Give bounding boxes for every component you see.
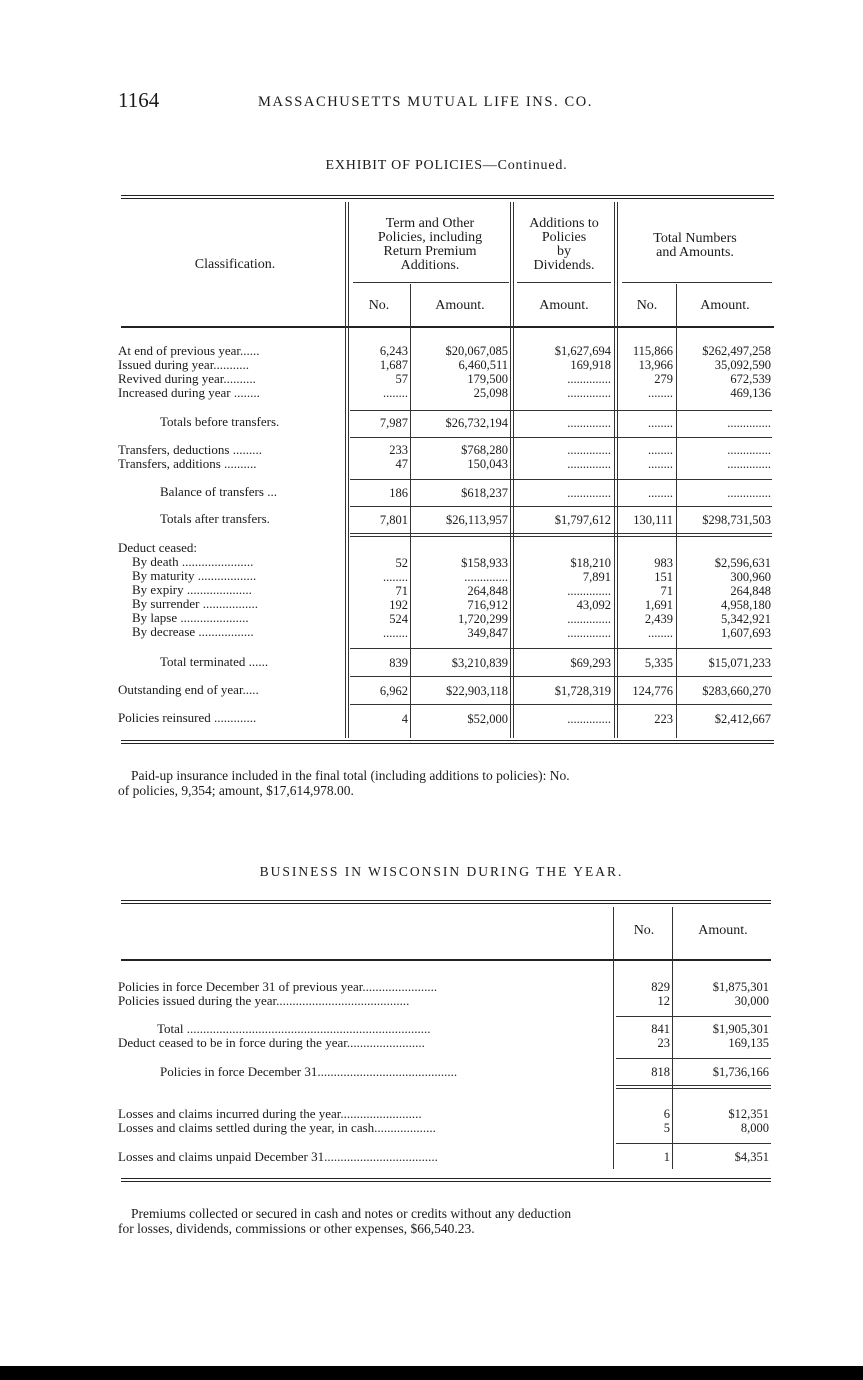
cell-term-amount: $618,237 xyxy=(461,486,508,500)
subtotal-rule xyxy=(350,410,772,411)
cell-amount: $12,351 xyxy=(728,1107,769,1121)
cell-additions-amount: .............. xyxy=(567,612,611,626)
cell-term-amount: 150,043 xyxy=(467,457,508,471)
cell-additions-amount: $1,627,694 xyxy=(554,344,611,358)
header-total xyxy=(618,232,772,260)
cell-term-no: 839 xyxy=(389,656,408,670)
cell-total-amount: 469,136 xyxy=(730,386,771,400)
exhibit-title: EXHIBIT OF POLICIES—Continued. xyxy=(325,158,568,173)
cell-term-amount: 349,847 xyxy=(467,626,508,640)
header-term-line-2: Policies, including xyxy=(377,230,483,245)
header-total-line-1: Total Numbers xyxy=(653,231,737,246)
cell-additions-amount: .............. xyxy=(567,712,611,726)
cell-no: 841 xyxy=(651,1022,670,1036)
row-label: Total terminated ...... xyxy=(160,655,269,669)
premiums-note xyxy=(118,1206,776,1236)
subtotal-rule xyxy=(350,533,772,534)
row-label: Losses and claims incurred during the year......................... xyxy=(118,1107,422,1121)
cell-term-no: 192 xyxy=(389,598,408,612)
subtotal-rule xyxy=(350,648,772,649)
cell-term-amount: 6,460,511 xyxy=(458,358,508,372)
row-label: Deduct ceased to be in force during the year........................ xyxy=(118,1036,425,1050)
cell-total-no: 279 xyxy=(654,372,673,386)
header-term-no: No. xyxy=(368,298,390,313)
scan-edge-bar xyxy=(0,1366,863,1380)
table-top-rule xyxy=(121,195,774,196)
subtotal-rule xyxy=(616,1088,771,1089)
cell-total-no: ........ xyxy=(648,626,673,640)
subtotal-rule xyxy=(350,506,772,507)
subtotal-rule xyxy=(350,704,772,705)
running-head: MASSACHUSETTS MUTUAL LIFE INS. CO. xyxy=(258,94,594,110)
table-bottom-rule xyxy=(121,740,774,741)
cell-total-no: 223 xyxy=(654,712,673,726)
paid-up-note-line-1: Paid-up insurance included in the final total (including additions to policies): No. xyxy=(131,768,570,783)
wisconsin-top-rule xyxy=(121,900,771,901)
cell-term-amount: $52,000 xyxy=(467,712,508,726)
header-additions-line-1: Additions to xyxy=(529,216,599,231)
header-additions-line-4: Dividends. xyxy=(533,258,595,273)
cell-total-amount: 4,958,180 xyxy=(721,598,771,612)
cell-additions-amount: .............. xyxy=(567,457,611,471)
cell-no: 829 xyxy=(651,980,670,994)
cell-total-no: 1,691 xyxy=(644,598,673,612)
cell-total-no: 151 xyxy=(654,570,673,584)
cell-total-no: ........ xyxy=(648,457,673,471)
cell-amount: 8,000 xyxy=(740,1121,769,1135)
subtotal-rule xyxy=(616,1058,771,1059)
cell-no: 6 xyxy=(663,1107,670,1121)
premiums-note-line-2: for losses, dividends, commissions or other expenses, $66,540.23. xyxy=(118,1221,475,1236)
row-label: Outstanding end of year..... xyxy=(118,683,259,697)
cell-total-no: ........ xyxy=(648,386,673,400)
row-label: By decrease ................. xyxy=(132,625,254,639)
cell-no: 1 xyxy=(663,1150,670,1164)
additions-group-rule xyxy=(517,282,611,283)
header-additions xyxy=(513,217,615,273)
cell-additions-amount: .............. xyxy=(567,584,611,598)
cell-term-no: ........ xyxy=(383,386,408,400)
cell-term-no: 6,962 xyxy=(379,684,408,698)
cell-total-amount: .............. xyxy=(727,416,771,430)
cell-total-amount: $2,596,631 xyxy=(714,556,771,570)
cell-additions-amount: 169,918 xyxy=(570,358,611,372)
cell-additions-amount: $1,797,612 xyxy=(554,513,611,527)
header-total-amount: Amount. xyxy=(700,298,750,313)
row-label: Revived during year.......... xyxy=(118,372,256,386)
cell-total-amount: 672,539 xyxy=(730,372,771,386)
cell-term-amount: 25,098 xyxy=(473,386,508,400)
row-label: By death ...................... xyxy=(132,555,254,569)
row-label: Totals before transfers. xyxy=(160,415,280,429)
column-rule xyxy=(513,202,514,738)
header-total-line-2: and Amounts. xyxy=(656,245,734,260)
cell-total-amount: $262,497,258 xyxy=(702,344,771,358)
cell-total-no: 983 xyxy=(654,556,673,570)
cell-total-amount: 300,960 xyxy=(730,570,771,584)
cell-total-no: 124,776 xyxy=(632,684,673,698)
header-term-policies xyxy=(349,217,511,273)
cell-term-no: 57 xyxy=(395,372,408,386)
cell-total-amount: 264,848 xyxy=(730,584,771,598)
cell-no: 5 xyxy=(663,1121,670,1135)
cell-total-amount: .............. xyxy=(727,443,771,457)
column-rule xyxy=(410,284,411,738)
cell-total-amount: $15,071,233 xyxy=(708,656,771,670)
cell-term-no: 524 xyxy=(389,612,408,626)
cell-total-no: ........ xyxy=(648,486,673,500)
cell-total-amount: $298,731,503 xyxy=(702,513,771,527)
premiums-note-line-1: Premiums collected or secured in cash and notes or credits without any deduction xyxy=(131,1206,572,1221)
cell-total-amount: $283,660,270 xyxy=(702,684,771,698)
row-label: Transfers, deductions ......... xyxy=(118,443,262,457)
column-rule xyxy=(614,202,615,738)
row-label: Transfers, additions .......... xyxy=(118,457,257,471)
cell-additions-amount: .............. xyxy=(567,443,611,457)
cell-term-no: 233 xyxy=(389,443,408,457)
cell-amount: $1,736,166 xyxy=(712,1065,769,1079)
cell-term-amount: $26,113,957 xyxy=(445,513,508,527)
cell-amount: $4,351 xyxy=(734,1150,769,1164)
cell-term-amount: $3,210,839 xyxy=(451,656,508,670)
wisconsin-bottom-rule xyxy=(121,1178,771,1179)
page-number: 1164 xyxy=(118,88,160,112)
cell-no: 818 xyxy=(651,1065,670,1079)
row-label: By maturity .................. xyxy=(132,569,257,583)
cell-term-no: 7,801 xyxy=(379,513,408,527)
row-label: Balance of transfers ... xyxy=(160,485,277,499)
subtotal-rule xyxy=(616,1016,771,1017)
row-label: Losses and claims unpaid December 31................................... xyxy=(118,1150,438,1164)
cell-no: 23 xyxy=(657,1036,670,1050)
header-additions-line-2: Policies xyxy=(541,230,587,245)
term-group-rule xyxy=(353,282,509,283)
cell-term-no: 47 xyxy=(395,457,408,471)
cell-term-amount: $22,903,118 xyxy=(445,684,508,698)
cell-total-amount: $2,412,667 xyxy=(714,712,771,726)
cell-total-amount: 5,342,921 xyxy=(721,612,771,626)
cell-additions-amount: .............. xyxy=(567,416,611,430)
cell-term-amount: $158,933 xyxy=(461,556,508,570)
header-total-no: No. xyxy=(636,298,658,313)
cell-total-no: 13,966 xyxy=(638,358,673,372)
cell-additions-amount: .............. xyxy=(567,372,611,386)
subtotal-rule xyxy=(616,1143,771,1144)
cell-additions-amount: $18,210 xyxy=(570,556,611,570)
header-classification: Classification. xyxy=(194,257,276,272)
cell-additions-amount: .............. xyxy=(567,486,611,500)
row-label: By lapse ..................... xyxy=(132,611,249,625)
row-label: Policies in force December 31 of previous year....................... xyxy=(118,980,438,994)
wisconsin-title: BUSINESS IN WISCONSIN DURING THE YEAR. xyxy=(259,864,624,879)
row-label: At end of previous year...... xyxy=(118,344,260,358)
cell-term-no: ........ xyxy=(383,626,408,640)
cell-term-amount: $26,732,194 xyxy=(445,416,508,430)
header-additions-line-3: by xyxy=(557,244,571,259)
paid-up-note-line-2: of policies, 9,354; amount, $17,614,978.00. xyxy=(118,783,354,798)
cell-term-no: 7,987 xyxy=(379,416,408,430)
cell-term-no: ........ xyxy=(383,570,408,584)
cell-amount: $1,875,301 xyxy=(712,980,769,994)
cell-total-no: 5,335 xyxy=(644,656,673,670)
header-term-line-1: Term and Other xyxy=(385,216,475,231)
row-label: By surrender ................. xyxy=(132,597,259,611)
header-term-line-4: Additions. xyxy=(400,258,460,273)
cell-term-amount: 1,720,299 xyxy=(458,612,508,626)
cell-term-amount: 716,912 xyxy=(467,598,508,612)
column-rule xyxy=(617,202,618,738)
row-label: By expiry .................... xyxy=(132,583,252,597)
cell-term-no: 1,687 xyxy=(379,358,408,372)
column-rule xyxy=(348,202,349,738)
cell-total-no: 2,439 xyxy=(644,612,673,626)
cell-term-no: 6,243 xyxy=(379,344,408,358)
subtotal-rule xyxy=(350,676,772,677)
column-rule xyxy=(672,907,673,1169)
wisconsin-header-no: No. xyxy=(633,923,655,938)
cell-total-no: ........ xyxy=(648,443,673,457)
cell-amount: $1,905,301 xyxy=(712,1022,769,1036)
column-rule xyxy=(510,202,511,738)
subtotal-rule xyxy=(350,479,772,480)
row-label: Total ........................................................................... xyxy=(157,1022,431,1036)
cell-amount: 169,135 xyxy=(728,1036,769,1050)
cell-additions-amount: .............. xyxy=(567,386,611,400)
row-label: Issued during year........... xyxy=(118,358,250,372)
row-label: Losses and claims settled during the year, in cash................... xyxy=(118,1121,436,1135)
row-label: Totals after transfers. xyxy=(160,512,270,526)
cell-total-amount: .............. xyxy=(727,457,771,471)
cell-additions-amount: 7,891 xyxy=(582,570,611,584)
wisconsin-header-amount: Amount. xyxy=(698,923,748,938)
cell-total-no: 115,866 xyxy=(632,344,673,358)
cell-additions-amount: $69,293 xyxy=(570,656,611,670)
column-rule xyxy=(613,907,614,1169)
subtotal-rule xyxy=(350,437,772,438)
header-term-line-3: Return Premium xyxy=(383,244,477,259)
subtotal-rule xyxy=(616,1085,771,1086)
cell-term-amount: .............. xyxy=(464,570,508,584)
row-label: Policies in force December 31........................................... xyxy=(160,1065,458,1079)
cell-total-amount: 35,092,590 xyxy=(714,358,771,372)
cell-total-amount: .............. xyxy=(727,486,771,500)
cell-additions-amount: 43,092 xyxy=(576,598,611,612)
cell-term-amount: $20,067,085 xyxy=(445,344,508,358)
cell-term-amount: $768,280 xyxy=(461,443,508,457)
cell-total-amount: 1,607,693 xyxy=(721,626,771,640)
cell-total-no: 130,111 xyxy=(633,513,673,527)
row-label: Deduct ceased: xyxy=(118,541,198,555)
cell-total-no: ........ xyxy=(648,416,673,430)
cell-term-amount: 264,848 xyxy=(467,584,508,598)
header-term-amount: Amount. xyxy=(435,298,485,313)
total-group-rule xyxy=(622,282,772,283)
cell-term-no: 186 xyxy=(389,486,408,500)
cell-term-no: 71 xyxy=(395,584,408,598)
subtotal-rule xyxy=(350,536,772,537)
row-label: Policies issued during the year......................................... xyxy=(118,994,410,1008)
header-additions-amount: Amount. xyxy=(539,298,589,313)
wisconsin-header-rule xyxy=(121,959,771,961)
cell-term-no: 52 xyxy=(395,556,408,570)
paid-up-note xyxy=(118,768,776,798)
cell-no: 12 xyxy=(657,994,670,1008)
cell-amount: 30,000 xyxy=(734,994,769,1008)
cell-additions-amount: .............. xyxy=(567,626,611,640)
cell-additions-amount: $1,728,319 xyxy=(554,684,611,698)
column-rule xyxy=(676,284,677,738)
cell-term-no: 4 xyxy=(401,712,408,726)
row-label: Increased during year ........ xyxy=(118,386,260,400)
cell-term-amount: 179,500 xyxy=(467,372,508,386)
row-label: Policies reinsured ............. xyxy=(118,711,257,725)
cell-total-no: 71 xyxy=(660,584,673,598)
